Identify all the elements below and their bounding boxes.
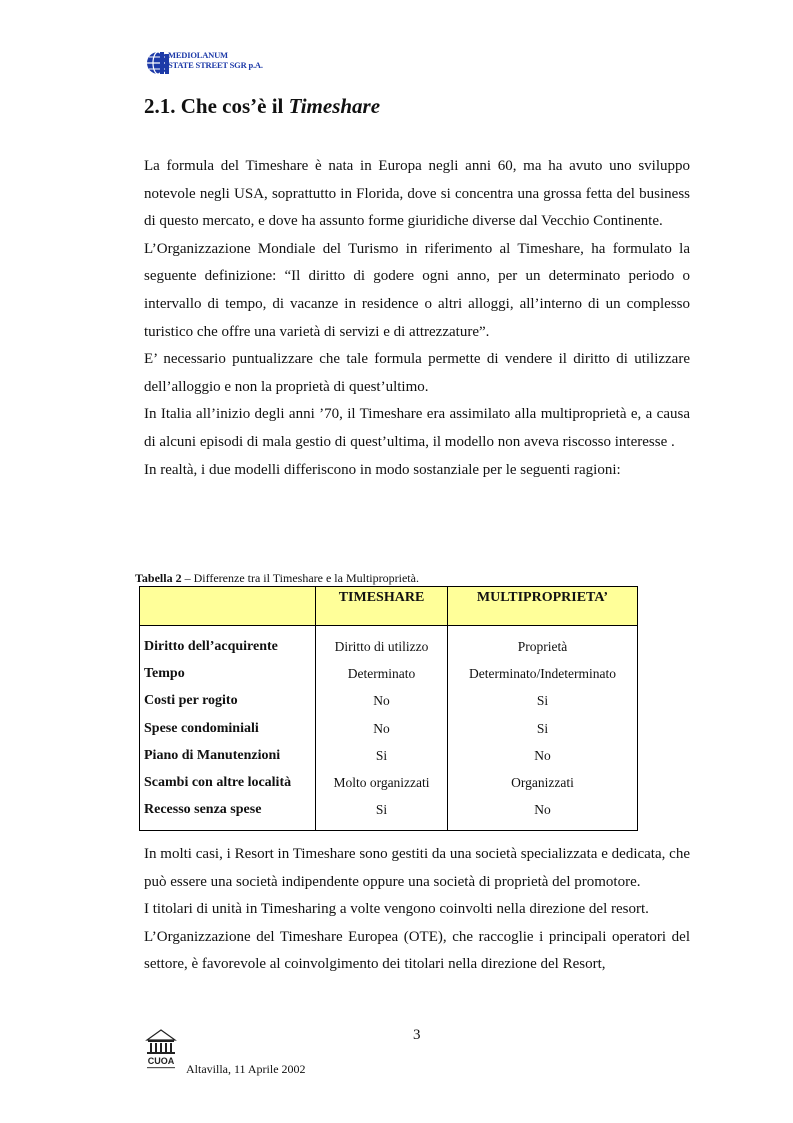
body-text-top [144, 153, 690, 484]
timeshare-value: Si [316, 742, 448, 769]
table-row [140, 688, 638, 715]
table-row [140, 715, 638, 742]
section-number: 2.1. [144, 94, 176, 118]
timeshare-value: No [316, 688, 448, 715]
multiproprieta-value: Si [448, 688, 638, 715]
multiproprieta-value: Proprietà [448, 626, 638, 661]
table-caption [135, 571, 419, 586]
paragraph: La formula del Timeshare è nata in Europa negli anni 60, ma ha avuto uno sviluppo notevole negli USA, soprattutto in Florida, dove si concentra una grossa fetta del business di questo mercato, e dove ha assunto forme giuridiche diverse dal Vecchio Continente. [144, 158, 690, 230]
row-label: Diritto dell’acquirente [140, 626, 316, 661]
row-label: Spese condominiali [140, 715, 316, 742]
paragraph: In molti casi, i Resort in Timeshare sono gestiti da una società specializzata e dedicata, che può essere una società indipendente oppure una società di proprietà del promotore. [144, 846, 690, 890]
row-label: Costi per rogito [140, 688, 316, 715]
company-logo [146, 46, 296, 78]
page-number: 3 [413, 1027, 421, 1043]
table-header-cell [140, 587, 316, 626]
paragraph: L’Organizzazione del Timeshare Europea (OTE), che raccoglie i principali operatori del settore, è favorevole al coinvolgimento dei titolari nella direzione del Resort, [144, 928, 690, 973]
table-row [140, 742, 638, 769]
table-header-row [140, 587, 638, 626]
table-caption-label: Tabella 2 [135, 571, 182, 585]
table-row [140, 660, 638, 687]
table-row [140, 626, 638, 661]
section-heading [144, 94, 380, 119]
paragraph: L’Organizzazione Mondiale del Turismo in riferimento al Timeshare, ha formulato la seguente definizione: “Il diritto di godere ogni anno, per un determinato periodo o intervallo di tempo, di vacanze in residence o altri alloggi, all’interno di un complesso turistico che offre una varietà di servizi e di attrezzature”. [144, 240, 690, 340]
multiproprieta-value: Si [448, 715, 638, 742]
logo-wordmark [168, 50, 263, 70]
comparison-table [139, 586, 638, 831]
institute-logo-text: CUOA [147, 1056, 175, 1066]
multiproprieta-value: Determinato/Indeterminato [448, 660, 638, 687]
timeshare-value: Diritto di utilizzo [316, 626, 448, 661]
logo-line-2: STATE STREET SGR p.A. [168, 60, 263, 70]
table-caption-text: – Differenze tra il Timeshare e la Multiproprietà. [181, 571, 419, 585]
multiproprieta-value: No [448, 742, 638, 769]
timeshare-value: Molto organizzati [316, 769, 448, 796]
row-label: Piano di Manutenzioni [140, 742, 316, 769]
table-row [140, 797, 638, 831]
timeshare-value: No [316, 715, 448, 742]
logo-line-1: MEDIOLANUM [168, 50, 228, 60]
table-row [140, 769, 638, 796]
paragraph: E’ necessario puntualizzare che tale formula permette di vendere il diritto di utilizzare dell’alloggio e non la proprietà di quest’ultimo. [144, 351, 690, 395]
paragraph: In Italia all’inizio degli anni ’70, il Timeshare era assimilato alla multiproprietà e, a causa di alcuni episodi di mala gestio di quest’ultima, il modello non aveva riscosso interesse . [144, 406, 690, 450]
section-title-italic: Timeshare [288, 94, 381, 118]
timeshare-value: Si [316, 797, 448, 831]
multiproprieta-value: Organizzati [448, 769, 638, 796]
row-label: Recesso senza spese [140, 797, 316, 831]
building-icon [144, 1028, 178, 1072]
paragraph: I titolari di unità in Timesharing a volte vengono coinvolti nella direzione del resort. [144, 901, 649, 918]
row-label: Tempo [140, 660, 316, 687]
multiproprieta-value: No [448, 797, 638, 831]
timeshare-value: Determinato [316, 660, 448, 687]
paragraph: In realtà, i due modelli differiscono in modo sostanziale per le seguenti ragioni: [144, 461, 621, 478]
body-text-bottom [144, 841, 690, 979]
table-header-multiproprieta: MULTIPROPRIETA’ [448, 587, 638, 626]
footer-place-date: Altavilla, 11 Aprile 2002 [186, 1062, 306, 1076]
table-header-timeshare: TIMESHARE [316, 587, 448, 626]
institute-logo [144, 1028, 178, 1072]
section-title-text: Che cos’è il [180, 94, 284, 118]
row-label: Scambi con altre località [140, 769, 316, 796]
